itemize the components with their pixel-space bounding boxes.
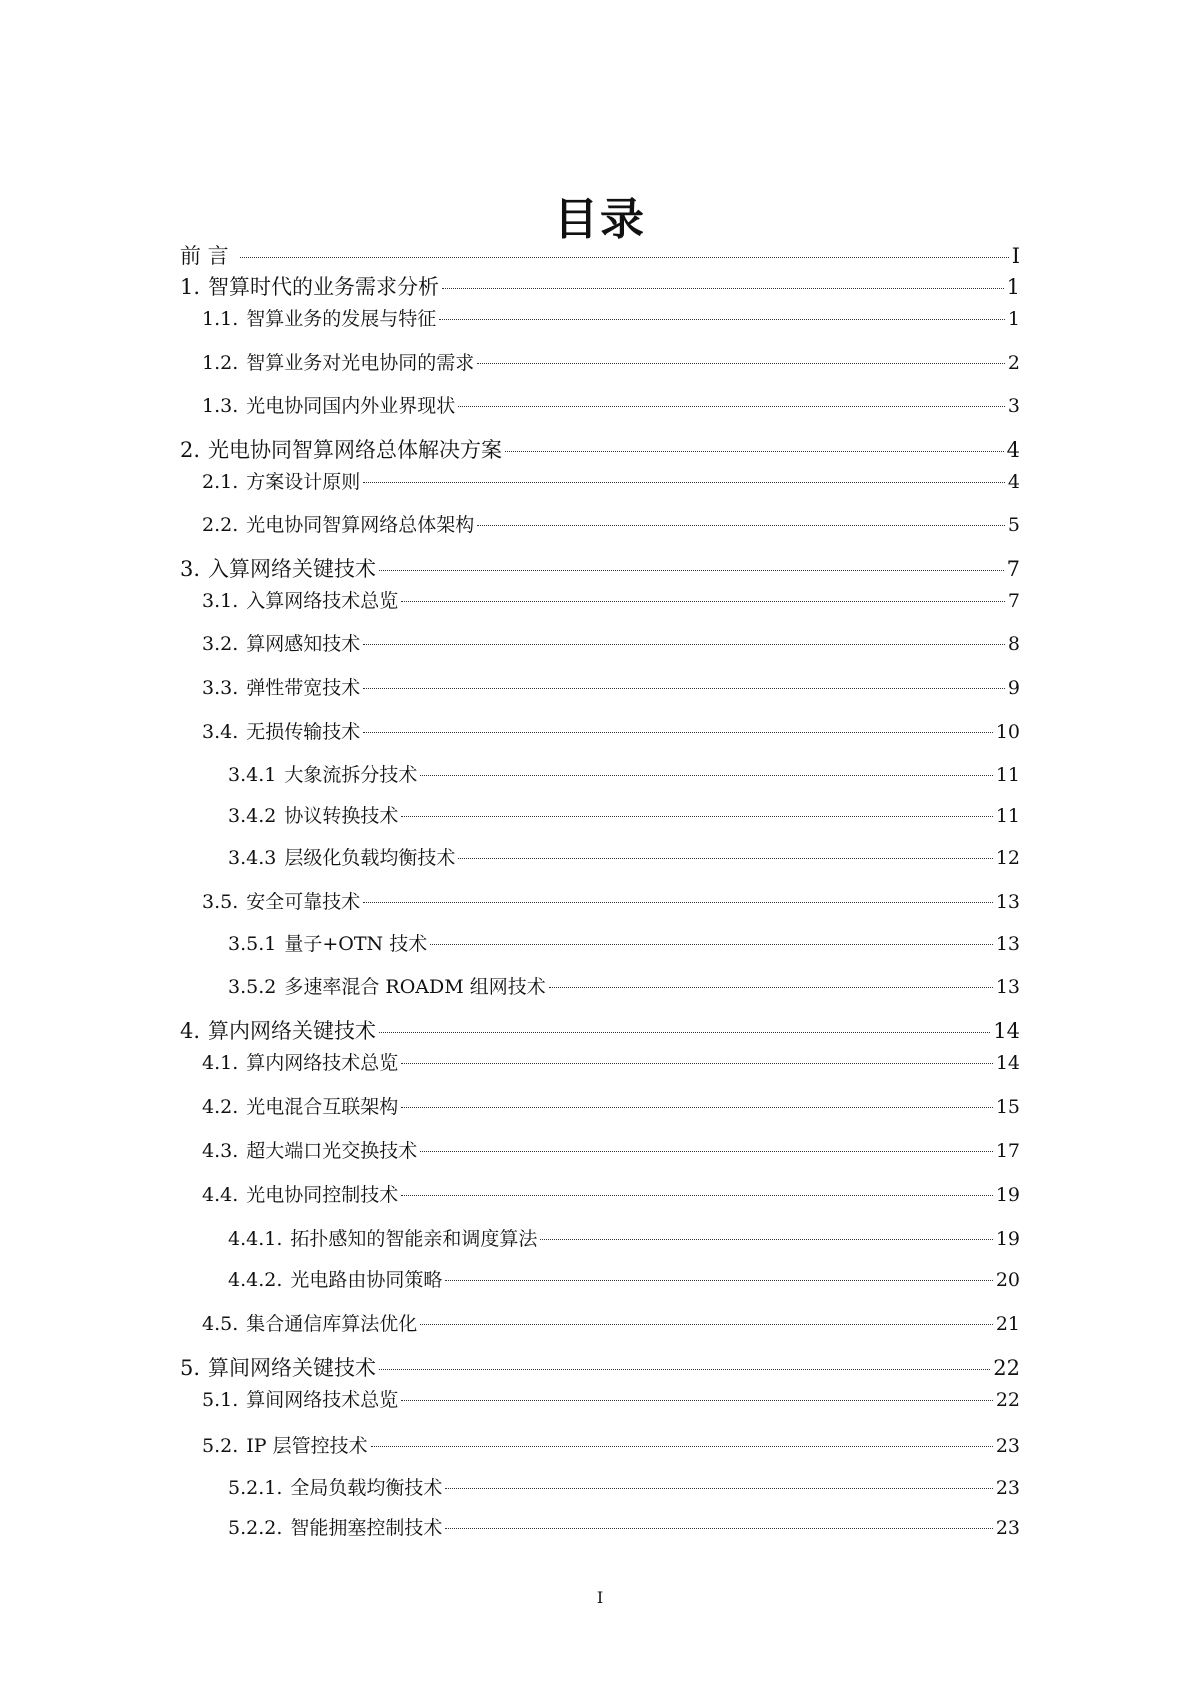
toc-entry-title: 方案设计原则: [246, 471, 361, 493]
dot-leader: [420, 775, 992, 776]
toc-entry-page: 23: [995, 1435, 1020, 1457]
dot-leader: [549, 987, 993, 988]
toc-entry[interactable]: [228, 1264, 1020, 1296]
toc-entry-number: 4.2.: [202, 1096, 239, 1118]
page-title: 目录: [554, 194, 646, 245]
toc-entry-title: 智能拥塞控制技术: [290, 1517, 443, 1539]
toc-entry-page: 2: [1007, 352, 1020, 374]
toc-entry-title: 多速率混合 ROADM 组网技术: [284, 976, 546, 998]
toc-entry[interactable]: [180, 1015, 1020, 1047]
dot-leader: [371, 1446, 993, 1447]
toc-entry-title: 拓扑感知的智能亲和调度算法: [290, 1228, 538, 1250]
toc-entry-number: 5.1.: [202, 1389, 239, 1411]
toc-entry-title: 无损传输技术: [246, 721, 361, 743]
dot-leader: [477, 525, 1005, 526]
toc-entry[interactable]: [180, 553, 1020, 585]
toc-entry[interactable]: [202, 1430, 1020, 1462]
page-number: I: [596, 1588, 604, 1607]
toc-entry-title: 光电协同控制技术: [246, 1184, 399, 1206]
dot-leader: [379, 570, 1004, 571]
toc-entry-page: 22: [993, 1356, 1020, 1380]
toc-entry-number: 1.2.: [202, 352, 239, 374]
toc-entry[interactable]: [228, 928, 1020, 960]
toc-entry-page: 22: [995, 1389, 1020, 1411]
toc-entry-title: 层级化负载均衡技术: [284, 847, 456, 869]
toc-entry-title: 智算时代的业务需求分析: [208, 275, 440, 299]
toc-entry-title: 入算网络技术总览: [246, 590, 399, 612]
toc-entry-page: 3: [1007, 395, 1020, 417]
dot-leader: [540, 1239, 992, 1240]
toc-entry-page: 20: [995, 1269, 1020, 1291]
toc-entry[interactable]: [180, 1352, 1020, 1384]
dot-leader: [401, 1400, 993, 1401]
toc-entry-title: 安全可靠技术: [246, 891, 361, 913]
toc-entry-title: 智算业务对光电协同的需求: [246, 352, 475, 374]
dot-leader: [420, 1324, 993, 1325]
toc-entry-number: 2.2.: [202, 514, 239, 536]
toc-entry-page: 17: [995, 1140, 1020, 1162]
dot-leader: [401, 1063, 993, 1064]
toc-entry-page: 23: [995, 1477, 1020, 1499]
dot-leader: [445, 1528, 992, 1529]
toc-entry-number: 3.5.1: [228, 933, 277, 955]
toc-entry-number: 3.2.: [202, 633, 239, 655]
toc-entry[interactable]: [180, 240, 1020, 272]
toc-entry[interactable]: [202, 1135, 1020, 1167]
toc-entry-page: 1: [1006, 275, 1020, 299]
toc-entry[interactable]: [202, 509, 1020, 541]
toc-entry-number: 3.4.1: [228, 764, 277, 786]
toc-entry-number: 4.1.: [202, 1052, 239, 1074]
toc-entry[interactable]: [202, 886, 1020, 918]
toc-entry-title: 大象流拆分技术: [284, 764, 418, 786]
toc-entry-number: 5.: [180, 1356, 201, 1380]
dot-leader: [363, 644, 1005, 645]
toc-entry-page: 5: [1007, 514, 1020, 536]
toc-entry-title: 量子+OTN 技术: [284, 933, 428, 955]
dot-leader: [445, 1280, 992, 1281]
toc-entry-title: 入算网络关键技术: [208, 557, 377, 581]
toc-entry-page: 1: [1007, 308, 1020, 330]
dot-leader: [379, 1032, 990, 1033]
toc-entry-page: 11: [995, 805, 1020, 827]
dot-leader: [477, 363, 1005, 364]
toc-entry[interactable]: [228, 800, 1020, 832]
dot-leader: [401, 601, 1005, 602]
toc-entry-number: 4.4.: [202, 1184, 239, 1206]
toc-entry[interactable]: [228, 1223, 1020, 1255]
toc-entry-number: 5.2.1.: [228, 1477, 283, 1499]
toc-entry-page: 8: [1007, 633, 1020, 655]
toc-entry[interactable]: [202, 716, 1020, 748]
toc-entry-page: 12: [995, 847, 1020, 869]
toc-entry[interactable]: [228, 971, 1020, 1003]
toc-entry-number: 5.2.2.: [228, 1517, 283, 1539]
toc-entry-title: 协议转换技术: [284, 805, 399, 827]
toc-entry[interactable]: [202, 1308, 1020, 1340]
toc-entry-number: 前 言: [180, 244, 229, 268]
dot-leader: [363, 902, 993, 903]
toc-entry-title: 智算业务的发展与特征: [246, 308, 437, 330]
toc-entry[interactable]: [202, 1384, 1020, 1416]
dot-leader: [442, 288, 1004, 289]
toc-entry-number: 1.3.: [202, 395, 239, 417]
toc-entry-number: 3.3.: [202, 677, 239, 699]
dot-leader: [505, 451, 1004, 452]
toc-entry-number: 3.4.2: [228, 805, 277, 827]
dot-leader: [458, 406, 1005, 407]
toc-entry[interactable]: [180, 271, 1020, 303]
toc-entry-title: 光电协同智算网络总体架构: [246, 514, 475, 536]
toc-entry-title: 集合通信库算法优化: [246, 1313, 418, 1335]
toc-entry-number: 3.1.: [202, 590, 239, 612]
toc-entry-page: 7: [1006, 557, 1020, 581]
toc-entry-page: 11: [995, 764, 1020, 786]
toc-entry[interactable]: [202, 672, 1020, 704]
toc-entry[interactable]: [228, 842, 1020, 874]
toc-entry-title: 算网感知技术: [246, 633, 361, 655]
toc-entry[interactable]: [202, 466, 1020, 498]
toc-entry-title: 全局负载均衡技术: [290, 1477, 443, 1499]
dot-leader: [363, 482, 1005, 483]
toc-entry-number: 3.4.: [202, 721, 239, 743]
toc-entry-page: 23: [995, 1517, 1020, 1539]
toc-entry-page: 14: [993, 1019, 1020, 1043]
toc-entry-page: 13: [995, 933, 1020, 955]
toc-entry-page: 4: [1006, 438, 1020, 462]
toc-entry-page: 10: [995, 721, 1020, 743]
dot-leader: [363, 688, 1005, 689]
toc-entry-title: IP 层管控技术: [246, 1435, 368, 1457]
toc-entry-number: 1.: [180, 275, 201, 299]
toc-entry-page: 13: [995, 891, 1020, 913]
toc-entry-title: 光电路由协同策略: [290, 1269, 443, 1291]
toc-entry[interactable]: [202, 1091, 1020, 1123]
toc-entry-number: 1.1.: [202, 308, 239, 330]
toc-entry-title: 算内网络关键技术: [208, 1019, 377, 1043]
toc-entry-title: 算内网络技术总览: [246, 1052, 399, 1074]
toc-entry-number: 4.4.1.: [228, 1228, 283, 1250]
dot-leader: [439, 319, 1005, 320]
toc-entry-number: 4.5.: [202, 1313, 239, 1335]
dot-leader: [401, 1107, 993, 1108]
toc-entry-page: 14: [995, 1052, 1020, 1074]
dot-leader: [401, 1195, 993, 1196]
toc-entry[interactable]: [228, 1472, 1020, 1504]
toc-entry[interactable]: [180, 434, 1020, 466]
toc-entry[interactable]: [228, 1512, 1020, 1544]
toc-entry-page: 9: [1007, 677, 1020, 699]
toc-entry[interactable]: [202, 1047, 1020, 1079]
toc-entry-number: 2.1.: [202, 471, 239, 493]
dot-leader: [445, 1488, 992, 1489]
toc-entry-page: 19: [995, 1184, 1020, 1206]
dot-leader: [430, 944, 993, 945]
toc-entry[interactable]: [202, 628, 1020, 660]
toc-entry-title: 弹性带宽技术: [246, 677, 361, 699]
dot-leader: [363, 732, 993, 733]
toc-entry-number: 3.: [180, 557, 201, 581]
toc-entry-title: 超大端口光交换技术: [246, 1140, 418, 1162]
toc-entry-page: I: [1011, 244, 1020, 268]
toc-entry[interactable]: [228, 759, 1020, 791]
toc-entry-page: 13: [995, 976, 1020, 998]
dot-leader: [379, 1369, 990, 1370]
toc-entry-number: 4.: [180, 1019, 201, 1043]
toc-entry-page: 15: [995, 1096, 1020, 1118]
toc-entry-page: 4: [1007, 471, 1020, 493]
dot-leader: [420, 1151, 993, 1152]
toc-entry-title: 算间网络关键技术: [208, 1356, 377, 1380]
toc-entry-title: 光电协同智算网络总体解决方案: [208, 438, 503, 462]
toc-entry[interactable]: [202, 303, 1020, 335]
dot-leader: [401, 816, 992, 817]
toc-entry[interactable]: [202, 347, 1020, 379]
toc-entry-page: 19: [995, 1228, 1020, 1250]
toc-entry-title: 算间网络技术总览: [246, 1389, 399, 1411]
toc-entry-page: 7: [1007, 590, 1020, 612]
toc-entry-page: 21: [995, 1313, 1020, 1335]
toc-entry[interactable]: [202, 390, 1020, 422]
toc-entry-number: 4.3.: [202, 1140, 239, 1162]
toc-entry-number: 3.5.2: [228, 976, 277, 998]
toc-entry-number: 3.5.: [202, 891, 239, 913]
toc-entry-title: 光电协同国内外业界现状: [246, 395, 456, 417]
toc-entry[interactable]: [202, 585, 1020, 617]
toc-entry-number: 2.: [180, 438, 201, 462]
toc-entry-number: 5.2.: [202, 1435, 239, 1457]
dot-leader: [240, 257, 1009, 258]
toc-entry-title: 光电混合互联架构: [246, 1096, 399, 1118]
dot-leader: [458, 858, 992, 859]
toc-entry-number: 3.4.3: [228, 847, 277, 869]
toc-entry-number: 4.4.2.: [228, 1269, 283, 1291]
toc-entry[interactable]: [202, 1179, 1020, 1211]
